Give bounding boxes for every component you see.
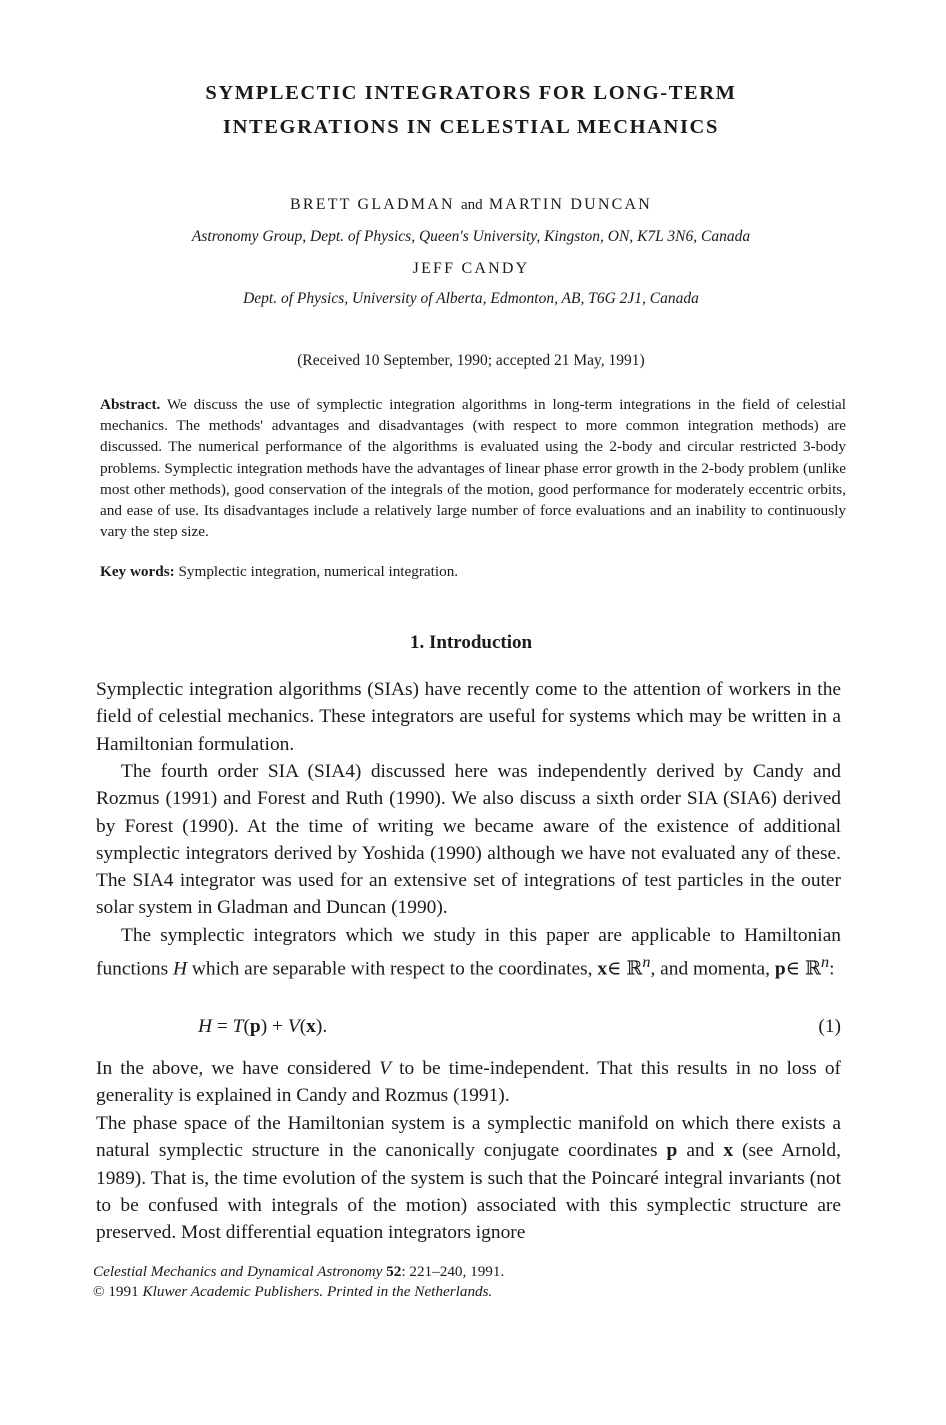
affiliation-alberta: Dept. of Physics, University of Alberta, Edmonton, AB, T6G 2J1, Canada (243, 290, 699, 307)
journal-pages: : 221–240, 1991. (401, 1263, 505, 1280)
title-line-2: INTEGRATIONS IN CELESTIAL MECHANICS (223, 116, 719, 138)
title-line-1: SYMPLECTIC INTEGRATORS FOR LONG-TERM (205, 82, 737, 104)
symbol-H: H (173, 958, 188, 980)
symbol-n-1: n (642, 954, 651, 972)
paragraph-3-text-b: which are separable with respect to the coordinates, (191, 958, 593, 980)
author-gladman: BRETT GLADMAN (289, 196, 455, 213)
journal-name: Celestial Mechanics and Dynamical Astronomy (93, 1263, 383, 1280)
equation-1 (96, 1012, 841, 1042)
page-footer (93, 1262, 853, 1302)
eq-H: H (198, 1016, 213, 1037)
paragraph-3 (96, 922, 841, 983)
equation-1-body (198, 1016, 327, 1038)
eq-paren-open-1: ( (243, 1016, 250, 1037)
equation-number: (1) (818, 1016, 841, 1037)
paragraph-5-text-a: The phase space of the Hamiltonian system is a symplectic manifold on which there exists a natural symplectic structure in the canonically conjugate coordinates (96, 1113, 841, 1162)
abstract-label: Abstract. (100, 396, 161, 413)
symbol-in-reals-1: ∈ ℝ (607, 958, 643, 980)
eq-paren-close-1: ) (260, 1016, 268, 1037)
paper-title (96, 76, 846, 144)
eq-p: p (249, 1016, 261, 1037)
author-conjunction: and (460, 197, 483, 213)
symbol-p-2: p (666, 1140, 678, 1162)
eq-T: T (232, 1016, 244, 1037)
paragraph-3-text-a: The symplectic integrators which we study in this paper are applicable to Hamiltonian functions (96, 925, 841, 980)
symbol-x-2: x (723, 1140, 734, 1162)
eq-plus: + (267, 1016, 288, 1037)
keywords-text: Symplectic integration, numerical integration. (178, 563, 459, 580)
symbol-x: x (597, 958, 608, 980)
eq-paren-close-2: ). (315, 1016, 328, 1037)
copyright-line (93, 1282, 853, 1302)
symbol-in-reals-2: ∈ ℝ (785, 958, 821, 980)
eq-V: V (287, 1016, 300, 1037)
eq-x: x (306, 1016, 316, 1037)
paragraph-4 (96, 1055, 841, 1110)
paragraph-5-and: and (686, 1140, 715, 1162)
affiliation-queens: Astronomy Group, Dept. of Physics, Queen's University, Kingston, ON, K7L 3N6, Canada (191, 228, 751, 245)
paragraph-5-text-b: (see Arnold, 1989). That is, the time evolution of the system is such that the Poincaré integral invariants (not to be confused with integrals of the motion) associated with this symplectic structure are preserved. Most differential equation integrators ignore (96, 1140, 841, 1244)
copyright-mark: © 1991 (93, 1283, 139, 1300)
keywords (100, 563, 846, 581)
paragraph-4-text-b: to be time-independent. That this results in no loss of generality is explained in Candy and Rozmus (1991). (96, 1058, 841, 1107)
author-duncan: MARTIN DUNCAN (488, 196, 653, 213)
paragraph-4-text-a: In the above, we have considered (96, 1058, 371, 1079)
paragraph-3-text-d: : (829, 958, 835, 980)
abstract (100, 394, 846, 542)
symbol-V: V (379, 1058, 391, 1079)
received-dates: (Received 10 September, 1990; accepted 21 May, 1991) (297, 352, 645, 369)
publisher-notice: Kluwer Academic Publishers. Printed in the Netherlands. (142, 1283, 493, 1300)
abstract-text: We discuss the use of symplectic integration algorithms in long-term integrations in the field of celestial mechanics. The methods' advantages and disadvantages (with respect to more common integration methods) are discussed. The numerical performance of the algorithms is evaluated using the 2-body and circular restricted 3-body problems. Symplectic integration methods have the advantages of linear phase error growth in the 2-body problem (unlike most other methods), good conservation of the integrals of the motion, good performance for moderately eccentric orbits, and ease of use. Its disadvantages include a relatively large number of force evaluations and an inability to continuously vary the step size. (100, 396, 846, 541)
symbol-n-2: n (820, 954, 830, 972)
journal-citation (93, 1262, 853, 1282)
paragraph-2: The fourth order SIA (SIA4) discussed here was independently derived by Candy and Rozmus (1991) and Forest and Ruth (1990). We also discuss a sixth order SIA (SIA6) derived by Forest (1990). At the time of writing we became aware of the existence of additional symplectic integrators derived by Yoshida (1990) although we have not evaluated any of these. The SIA4 integrator was used for an extensive set of integrations of test particles in the outer solar system in Gladman and Duncan (1990). (96, 761, 841, 919)
eq-equals: = (212, 1016, 233, 1037)
paragraph-3-text-c: , and momenta, (650, 958, 770, 980)
author-line-1 (96, 196, 846, 214)
section-heading-introduction: 1. Introduction (409, 632, 533, 653)
author-candy: JEFF CANDY (412, 260, 530, 277)
keywords-label: Key words: (100, 563, 175, 580)
symbol-p: p (774, 958, 786, 980)
paragraph-1: Symplectic integration algorithms (SIAs) have recently come to the attention of workers in the field of celestial mechanics. These integrators are useful for systems which may be written in a Hamiltonian formulation. (96, 679, 841, 755)
eq-paren-open-2: ( (299, 1016, 307, 1037)
journal-volume: 52 (386, 1263, 402, 1280)
paragraph-5 (96, 1110, 841, 1246)
